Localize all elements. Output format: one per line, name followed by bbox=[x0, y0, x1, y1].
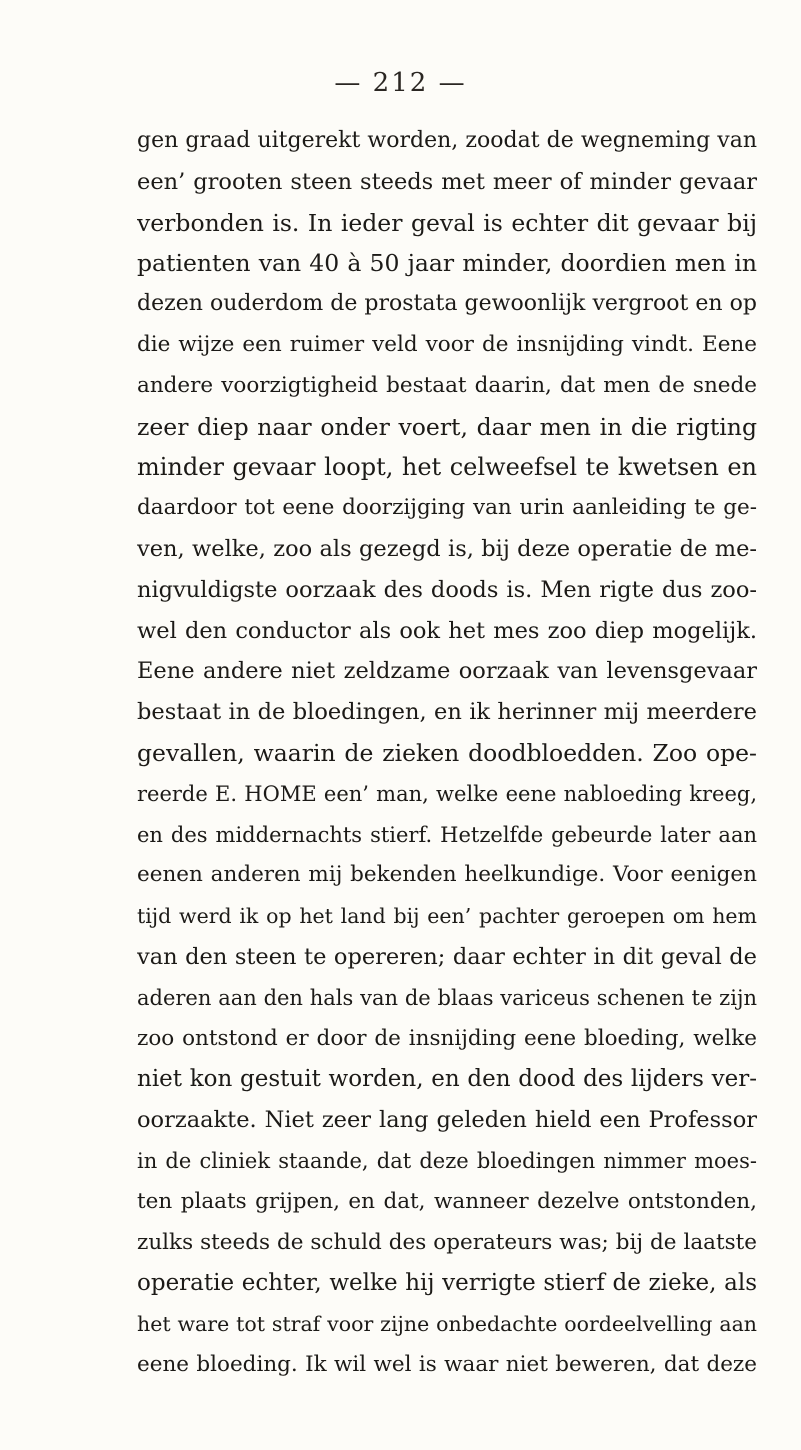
text-line: in de cliniek staande, dat deze bloedingen nimmer moes- bbox=[137, 1148, 757, 1173]
text-line: zoo ontstond er door de insnijding eene bloeding, welke bbox=[137, 1025, 757, 1051]
text-line: die wijze een ruimer veld voor de insnijding vindt. Eene bbox=[137, 331, 757, 357]
text-line: gen graad uitgerekt worden, zoodat de wegneming van bbox=[137, 128, 757, 153]
text-line: bestaat in de bloedingen, en ik herinner mij meerdere bbox=[137, 699, 757, 726]
text-line: patienten van 40 à 50 jaar minder, doordien men in bbox=[137, 249, 757, 278]
text-line: tijd werd ik op het land bij een’ pachter geroepen om hem bbox=[137, 904, 757, 929]
text-line: eene bloeding. Ik wil wel is waar niet beweren, dat deze bbox=[137, 1351, 757, 1377]
text-line: het ware tot straf voor zijne onbedachte oordeelvelling aan bbox=[137, 1312, 757, 1337]
text-line: minder gevaar loopt, het celweefsel te kwetsen en bbox=[137, 453, 757, 482]
text-line: eenen anderen mij bekenden heelkundige. Voor eenigen bbox=[137, 862, 757, 888]
text-line: wel den conductor als ook het mes zoo diep mogelijk. bbox=[137, 617, 757, 644]
text-line: aderen aan den hals van de blaas variceus schenen te zijn bbox=[137, 985, 757, 1010]
text-line: Eene andere niet zeldzame oorzaak van levensgevaar bbox=[137, 658, 757, 685]
page-number: — 212 — bbox=[334, 68, 467, 98]
text-line: operatie echter, welke hij verrigte stierf de zieke, als bbox=[137, 1270, 757, 1297]
text-line: gevallen, waarin de zieken doodbloedden. Zoo ope- bbox=[137, 738, 757, 767]
text-line: van den steen te opereren; daar echter in dit geval de bbox=[137, 943, 757, 970]
text-line: een’ grooten steen steeds met meer of minder gevaar bbox=[137, 168, 757, 195]
text-line: niet kon gestuit worden, en den dood des lijders ver- bbox=[137, 1066, 757, 1093]
text-line: zulks steeds de schuld des operateurs was; bij de laatste bbox=[137, 1229, 757, 1255]
text-line: daardoor tot eene doorzijging van urin aanleiding te ge- bbox=[137, 495, 757, 521]
text-line: nigvuldigste oorzaak des doods is. Men rigte dus zoo- bbox=[137, 576, 757, 603]
text-line: andere voorzigtigheid bestaat daarin, dat men de snede bbox=[137, 372, 757, 398]
text-line: dezen ouderdom de prostata gewoonlijk vergroot en op bbox=[137, 291, 757, 317]
text-line: reerde E. HOME een’ man, welke eene nabloeding kreeg, bbox=[137, 781, 757, 806]
text-line: ven, welke, zoo als gezegd is, bij deze operatie de me- bbox=[137, 535, 757, 562]
text-line: zeer diep naar onder voert, daar men in die rigting bbox=[137, 412, 757, 441]
text-line: verbonden is. In ieder geval is echter dit gevaar bij bbox=[137, 208, 757, 237]
text-line: ten plaats grijpen, en dat, wanneer dezelve ontstonden, bbox=[137, 1188, 757, 1214]
body-text bbox=[137, 121, 757, 1386]
text-line: oorzaakte. Niet zeer lang geleden hield een Professor bbox=[137, 1107, 757, 1134]
text-line: en des middernachts stierf. Hetzelfde gebeurde later aan bbox=[137, 822, 757, 847]
